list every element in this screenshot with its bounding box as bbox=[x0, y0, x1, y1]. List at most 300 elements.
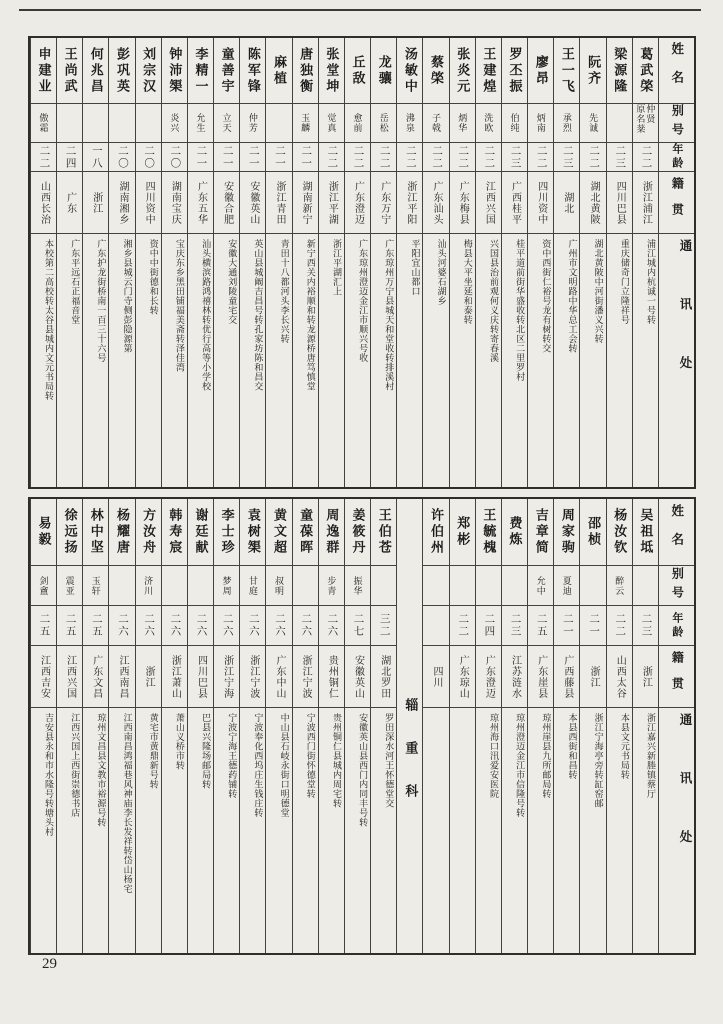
person-address: 中山县石岐永街口明德堂 bbox=[279, 713, 290, 818]
person-alias: 先诚 bbox=[588, 113, 599, 133]
person-name: 黄文超 bbox=[272, 508, 287, 556]
person-age: 二一 bbox=[300, 144, 312, 170]
address-cell bbox=[502, 234, 527, 487]
alias-cell bbox=[607, 104, 632, 143]
address-cell bbox=[397, 234, 422, 487]
person-column bbox=[475, 38, 501, 487]
person-address: 琼州文昌县文教市裕源号转 bbox=[96, 713, 107, 827]
person-name: 王伯苍 bbox=[376, 508, 392, 556]
header-age-label: 年龄 bbox=[670, 143, 683, 171]
name-cell bbox=[162, 38, 187, 104]
person-address: 资中西街仁裕号龙有树转交 bbox=[541, 239, 552, 353]
name-cell bbox=[345, 38, 370, 104]
person-column bbox=[135, 499, 161, 953]
person-alias: 傲霜 bbox=[38, 113, 49, 133]
header-address-label: 通讯处 bbox=[678, 239, 692, 415]
age-cell bbox=[476, 143, 501, 172]
person-origin: 山西长治 bbox=[38, 180, 50, 225]
origin-cell bbox=[423, 646, 448, 708]
name-cell bbox=[31, 38, 56, 104]
person-name: 廖昂 bbox=[533, 54, 549, 87]
alias-cell bbox=[188, 104, 213, 143]
address-cell bbox=[345, 708, 370, 953]
alias-cell bbox=[476, 104, 501, 143]
person-age: 二一 bbox=[221, 144, 233, 170]
person-address: 宁波奉化西坞庄生钱庄转 bbox=[253, 713, 264, 818]
person-name: 吉章简 bbox=[533, 508, 549, 556]
person-column bbox=[370, 38, 396, 487]
person-column bbox=[265, 38, 291, 487]
person-age: 二三 bbox=[614, 144, 626, 170]
person-age: 二二 bbox=[640, 144, 652, 170]
person-age: 二六 bbox=[195, 613, 207, 638]
person-origin: 湖南新宁 bbox=[300, 180, 312, 225]
person-alias: 允中 bbox=[535, 575, 546, 596]
alias-cell bbox=[293, 104, 318, 143]
person-alias: 步青 bbox=[326, 575, 337, 596]
address-cell bbox=[607, 234, 632, 487]
alias-cell bbox=[240, 566, 265, 606]
person-column bbox=[265, 499, 291, 953]
alias-cell bbox=[109, 566, 134, 606]
origin-cell bbox=[554, 646, 579, 708]
origin-cell bbox=[580, 172, 605, 234]
age-cell bbox=[214, 606, 239, 646]
name-cell bbox=[371, 38, 396, 104]
age-cell bbox=[423, 606, 448, 646]
name-cell bbox=[528, 499, 553, 566]
origin-cell bbox=[240, 646, 265, 708]
person-age: 二二 bbox=[457, 613, 469, 638]
person-origin: 贵州铜仁 bbox=[326, 654, 338, 699]
origin-cell bbox=[502, 172, 527, 234]
name-cell bbox=[188, 38, 213, 104]
person-origin: 浙江青田 bbox=[274, 180, 285, 225]
person-age: 二二 bbox=[326, 144, 338, 170]
header-name-cell bbox=[659, 499, 694, 566]
name-cell bbox=[502, 499, 527, 566]
age-cell bbox=[240, 143, 265, 172]
person-column bbox=[213, 38, 239, 487]
alias-cell bbox=[319, 104, 344, 143]
person-name: 方汝舟 bbox=[141, 508, 157, 556]
age-cell bbox=[214, 143, 239, 172]
person-name: 杨汝钦 bbox=[612, 508, 628, 556]
person-age: 二六 bbox=[117, 613, 128, 638]
person-alias: 炳华 bbox=[457, 113, 468, 133]
age-cell bbox=[57, 143, 82, 172]
person-name: 易毅 bbox=[36, 516, 52, 548]
alias-cell bbox=[31, 104, 56, 143]
person-name: 李士珍 bbox=[219, 508, 235, 556]
person-origin: 广东崖县 bbox=[535, 654, 547, 699]
origin-cell bbox=[31, 646, 56, 708]
person-name: 梁源隆 bbox=[612, 46, 628, 95]
person-name: 葛武棨 bbox=[638, 46, 654, 95]
person-column bbox=[579, 38, 605, 487]
name-cell bbox=[240, 38, 265, 104]
alias-cell bbox=[371, 566, 396, 606]
person-address: 资中中街德和长转 bbox=[148, 239, 159, 315]
origin-cell bbox=[266, 172, 291, 234]
person-age: 二四 bbox=[483, 613, 495, 638]
person-name: 王一飞 bbox=[559, 46, 575, 95]
person-origin: 浙江浦江 bbox=[640, 180, 652, 225]
person-address: 桂平道前街华盛收转北区二里罗村 bbox=[515, 239, 526, 382]
person-origin: 广东梅县 bbox=[457, 180, 469, 225]
person-column bbox=[239, 499, 265, 953]
person-address: 贵州铜仁县城内周宅转 bbox=[331, 713, 342, 808]
alias-cell bbox=[397, 104, 422, 143]
person-age: 二二 bbox=[431, 144, 443, 170]
person-origin: 浙江 bbox=[640, 665, 652, 688]
address-cell bbox=[240, 234, 265, 487]
address-cell bbox=[83, 708, 108, 953]
name-cell bbox=[83, 38, 108, 104]
person-column bbox=[579, 499, 605, 953]
person-alias: 玉麟 bbox=[300, 113, 311, 133]
header-origin-label: 籍贯 bbox=[670, 650, 685, 703]
address-cell bbox=[423, 234, 448, 487]
name-cell bbox=[607, 499, 632, 566]
person-column bbox=[56, 499, 82, 953]
person-address: 宁波宁海王德药铺转 bbox=[227, 713, 238, 799]
name-cell bbox=[188, 499, 213, 566]
origin-cell bbox=[319, 172, 344, 234]
person-address: 本县西街和昌转 bbox=[567, 713, 578, 780]
origin-cell bbox=[162, 172, 187, 234]
person-alias: 炳南 bbox=[535, 113, 546, 133]
person-alias: 玉轩 bbox=[90, 575, 101, 596]
person-origin: 四川巴县 bbox=[614, 180, 626, 225]
person-column bbox=[449, 499, 475, 953]
person-address: 广州市文明路中华总工会转 bbox=[567, 239, 578, 353]
person-origin: 安徽英山 bbox=[247, 180, 259, 225]
person-column bbox=[606, 499, 632, 953]
person-alias: 仲芳 bbox=[247, 113, 258, 133]
person-age: 二六 bbox=[274, 613, 286, 638]
person-name: 杨耀唐 bbox=[114, 508, 130, 556]
person-column bbox=[108, 38, 134, 487]
person-address: 青田十八都河头李长兴转 bbox=[279, 239, 290, 344]
header-column bbox=[658, 499, 694, 953]
person-origin: 浙江 bbox=[588, 665, 600, 688]
name-cell bbox=[345, 499, 370, 566]
age-cell bbox=[188, 143, 213, 172]
person-column bbox=[344, 499, 370, 953]
origin-cell bbox=[476, 172, 501, 234]
person-age: 二二 bbox=[535, 144, 547, 170]
name-cell bbox=[57, 38, 82, 104]
person-name: 张堂坤 bbox=[324, 46, 340, 95]
person-address: 重庆储奇门立隆祥号 bbox=[619, 239, 630, 325]
person-name: 张炎元 bbox=[455, 46, 471, 95]
origin-cell bbox=[109, 646, 134, 708]
header-address-cell bbox=[659, 708, 694, 953]
alias-cell bbox=[633, 566, 658, 606]
person-name: 何兆昌 bbox=[88, 46, 104, 95]
person-age: 二二 bbox=[404, 144, 416, 170]
header-origin-cell bbox=[659, 172, 694, 234]
address-cell bbox=[136, 234, 161, 487]
person-column bbox=[135, 38, 161, 487]
person-age: 二二 bbox=[483, 144, 495, 170]
person-age: 二〇 bbox=[143, 144, 155, 170]
person-age: 二六 bbox=[300, 613, 312, 638]
origin-cell bbox=[423, 172, 448, 234]
person-column bbox=[422, 499, 448, 953]
address-cell bbox=[266, 234, 291, 487]
origin-cell bbox=[83, 646, 108, 708]
age-cell bbox=[188, 606, 213, 646]
person-age: 二二 bbox=[378, 144, 390, 170]
person-name: 姜筱丹 bbox=[350, 508, 366, 556]
person-name: 唐独衡 bbox=[298, 46, 314, 95]
alias-cell bbox=[476, 566, 501, 606]
person-address: 安徽英山县西门内同丰号转 bbox=[358, 713, 369, 827]
header-name-label: 姓名 bbox=[669, 503, 684, 561]
person-name: 吴祖坻 bbox=[638, 508, 654, 556]
origin-cell bbox=[345, 646, 370, 708]
person-origin: 广东澄迈 bbox=[352, 180, 364, 225]
name-cell bbox=[554, 38, 579, 104]
age-cell bbox=[345, 143, 370, 172]
header-address-cell bbox=[659, 234, 694, 487]
page-top-rule bbox=[19, 9, 701, 11]
person-alias: 仲贤 原名棻 bbox=[635, 104, 656, 134]
origin-cell bbox=[188, 172, 213, 234]
person-age: 二二 bbox=[588, 144, 600, 170]
origin-cell bbox=[319, 646, 344, 708]
alias-cell bbox=[266, 104, 291, 143]
person-address: 广东平远石正福音堂 bbox=[70, 239, 81, 325]
person-column bbox=[422, 38, 448, 487]
origin-cell bbox=[607, 646, 632, 708]
address-cell bbox=[319, 234, 344, 487]
person-name: 王建煌 bbox=[481, 46, 497, 95]
person-column bbox=[161, 499, 187, 953]
address-cell bbox=[554, 234, 579, 487]
alias-cell bbox=[57, 104, 82, 143]
alias-cell bbox=[580, 104, 605, 143]
roster-table-top bbox=[28, 36, 696, 489]
person-name: 王尚武 bbox=[62, 46, 78, 95]
address-cell bbox=[502, 708, 527, 953]
person-age: 二五 bbox=[90, 613, 102, 638]
person-column bbox=[501, 38, 527, 487]
age-cell bbox=[319, 606, 344, 646]
roster-table-bottom bbox=[28, 497, 696, 955]
person-address: 广东护龙街桥南一百三十六号 bbox=[96, 239, 107, 363]
person-address: 梅县大平坐延和泰转 bbox=[462, 239, 473, 325]
person-origin: 四川巴县 bbox=[195, 654, 207, 699]
address-cell bbox=[345, 234, 370, 487]
person-name: 罗丕振 bbox=[507, 46, 523, 95]
origin-cell bbox=[450, 172, 475, 234]
person-column bbox=[30, 38, 56, 487]
person-origin: 广东中山 bbox=[274, 654, 285, 699]
origin-cell bbox=[580, 646, 605, 708]
age-cell bbox=[136, 143, 161, 172]
person-column bbox=[56, 38, 82, 487]
origin-cell bbox=[371, 646, 396, 708]
person-address: 浦江城内杭诚一号转 bbox=[646, 239, 656, 325]
person-column bbox=[527, 38, 553, 487]
person-age: 二六 bbox=[221, 613, 233, 638]
age-cell bbox=[293, 606, 318, 646]
person-age: 二六 bbox=[143, 613, 155, 638]
person-column bbox=[187, 38, 213, 487]
origin-cell bbox=[528, 172, 553, 234]
address-cell bbox=[31, 708, 56, 953]
person-origin: 广东汕头 bbox=[431, 180, 443, 225]
person-alias: 子戟 bbox=[431, 113, 442, 133]
person-address: 汕头横滨路鸿禧林转优行高等小学校 bbox=[201, 239, 212, 391]
person-column bbox=[82, 499, 108, 953]
person-origin: 四川资中 bbox=[535, 180, 547, 225]
origin-cell bbox=[266, 646, 291, 708]
address-cell bbox=[423, 708, 448, 953]
origin-cell bbox=[397, 172, 422, 234]
person-address: 江西兴国上西街崇德书店 bbox=[70, 713, 81, 818]
name-cell bbox=[423, 499, 448, 566]
person-column bbox=[553, 38, 579, 487]
age-cell bbox=[554, 606, 579, 646]
name-cell bbox=[554, 499, 579, 566]
age-cell bbox=[580, 143, 605, 172]
alias-cell bbox=[31, 566, 56, 606]
origin-cell bbox=[345, 172, 370, 234]
person-alias: 允生 bbox=[195, 113, 206, 133]
address-cell bbox=[83, 234, 108, 487]
age-cell bbox=[633, 606, 658, 646]
person-column bbox=[239, 38, 265, 487]
header-name-label: 姓名 bbox=[669, 42, 684, 99]
alias-cell bbox=[214, 566, 239, 606]
person-alias: 觉真 bbox=[326, 113, 337, 133]
person-alias: 伯纯 bbox=[509, 113, 520, 133]
name-cell bbox=[502, 38, 527, 104]
person-alias: 立天 bbox=[221, 113, 232, 133]
person-address: 平阳宜山都口 bbox=[410, 239, 421, 296]
person-age: 二五 bbox=[535, 613, 547, 638]
alias-cell bbox=[83, 566, 108, 606]
address-cell bbox=[319, 708, 344, 953]
person-age: 三二 bbox=[378, 613, 390, 638]
person-name: 许伯州 bbox=[429, 508, 445, 556]
age-cell bbox=[502, 606, 527, 646]
name-cell bbox=[633, 499, 658, 566]
person-address: 汕头河婆石湖乡 bbox=[436, 239, 447, 306]
person-alias: 叔明 bbox=[274, 575, 284, 596]
origin-cell bbox=[607, 172, 632, 234]
age-cell bbox=[580, 606, 605, 646]
header-name-cell bbox=[659, 38, 694, 104]
name-cell bbox=[528, 38, 553, 104]
person-column bbox=[632, 38, 658, 487]
person-name: 周家驹 bbox=[559, 508, 575, 556]
alias-cell bbox=[319, 566, 344, 606]
person-column bbox=[318, 499, 344, 953]
address-cell bbox=[450, 234, 475, 487]
person-name: 刘宗汉 bbox=[141, 46, 157, 95]
person-alias: 承烈 bbox=[561, 113, 572, 133]
age-cell bbox=[528, 143, 553, 172]
section-divider-column bbox=[396, 499, 422, 953]
header-origin-cell bbox=[659, 646, 694, 708]
person-address: 新宁西关内裕顺和转龙源桥唐笃慎堂 bbox=[305, 239, 316, 391]
alias-cell bbox=[554, 104, 579, 143]
age-cell bbox=[502, 143, 527, 172]
person-origin: 湖南湘乡 bbox=[116, 180, 128, 225]
person-name: 陈军锋 bbox=[245, 46, 261, 95]
name-cell bbox=[266, 38, 291, 104]
person-alias: 炎兴 bbox=[169, 113, 180, 133]
origin-cell bbox=[83, 172, 108, 234]
person-origin: 浙江宁海 bbox=[221, 654, 233, 699]
address-cell bbox=[31, 234, 56, 487]
person-alias: 甘庭 bbox=[247, 575, 258, 596]
address-cell bbox=[293, 234, 318, 487]
age-cell bbox=[450, 606, 475, 646]
origin-cell bbox=[31, 172, 56, 234]
alias-cell bbox=[188, 566, 213, 606]
header-alias-cell bbox=[659, 566, 694, 606]
address-cell bbox=[450, 708, 475, 953]
age-cell bbox=[136, 606, 161, 646]
header-column bbox=[658, 38, 694, 487]
person-age: 二三 bbox=[509, 144, 521, 170]
address-cell bbox=[476, 708, 501, 953]
person-age: 二一 bbox=[274, 144, 286, 170]
person-column bbox=[292, 499, 318, 953]
page-number: 29 bbox=[42, 956, 57, 972]
name-cell bbox=[109, 499, 134, 566]
age-cell bbox=[528, 606, 553, 646]
address-cell bbox=[240, 708, 265, 953]
address-cell bbox=[554, 708, 579, 953]
age-cell bbox=[109, 143, 134, 172]
age-cell bbox=[371, 143, 396, 172]
address-cell bbox=[188, 708, 213, 953]
origin-cell bbox=[214, 172, 239, 234]
person-age: 二三 bbox=[640, 613, 652, 638]
person-name: 申建业 bbox=[36, 46, 52, 95]
name-cell bbox=[319, 38, 344, 104]
address-cell bbox=[476, 234, 501, 487]
person-age: 二一 bbox=[588, 613, 600, 638]
person-address: 本县文元书局转 bbox=[619, 713, 630, 780]
age-cell bbox=[423, 143, 448, 172]
person-column bbox=[292, 38, 318, 487]
address-cell bbox=[528, 708, 553, 953]
name-cell bbox=[83, 499, 108, 566]
person-column bbox=[396, 38, 422, 487]
person-name: 童葆晖 bbox=[298, 508, 314, 556]
name-cell bbox=[266, 499, 291, 566]
person-address: 罗田深水河王怀德堂交 bbox=[384, 713, 395, 808]
person-address: 巴县兴隆场邮局转 bbox=[201, 713, 212, 789]
person-column bbox=[161, 38, 187, 487]
alias-cell bbox=[554, 566, 579, 606]
person-origin: 浙江宁波 bbox=[247, 654, 259, 699]
person-address: 兴国县治前观何义庆转寄春溪 bbox=[488, 239, 499, 363]
origin-cell bbox=[554, 172, 579, 234]
header-alias-label: 别号 bbox=[670, 104, 685, 142]
address-cell bbox=[371, 708, 396, 953]
section-divider-cell bbox=[397, 499, 422, 953]
alias-cell bbox=[293, 566, 318, 606]
